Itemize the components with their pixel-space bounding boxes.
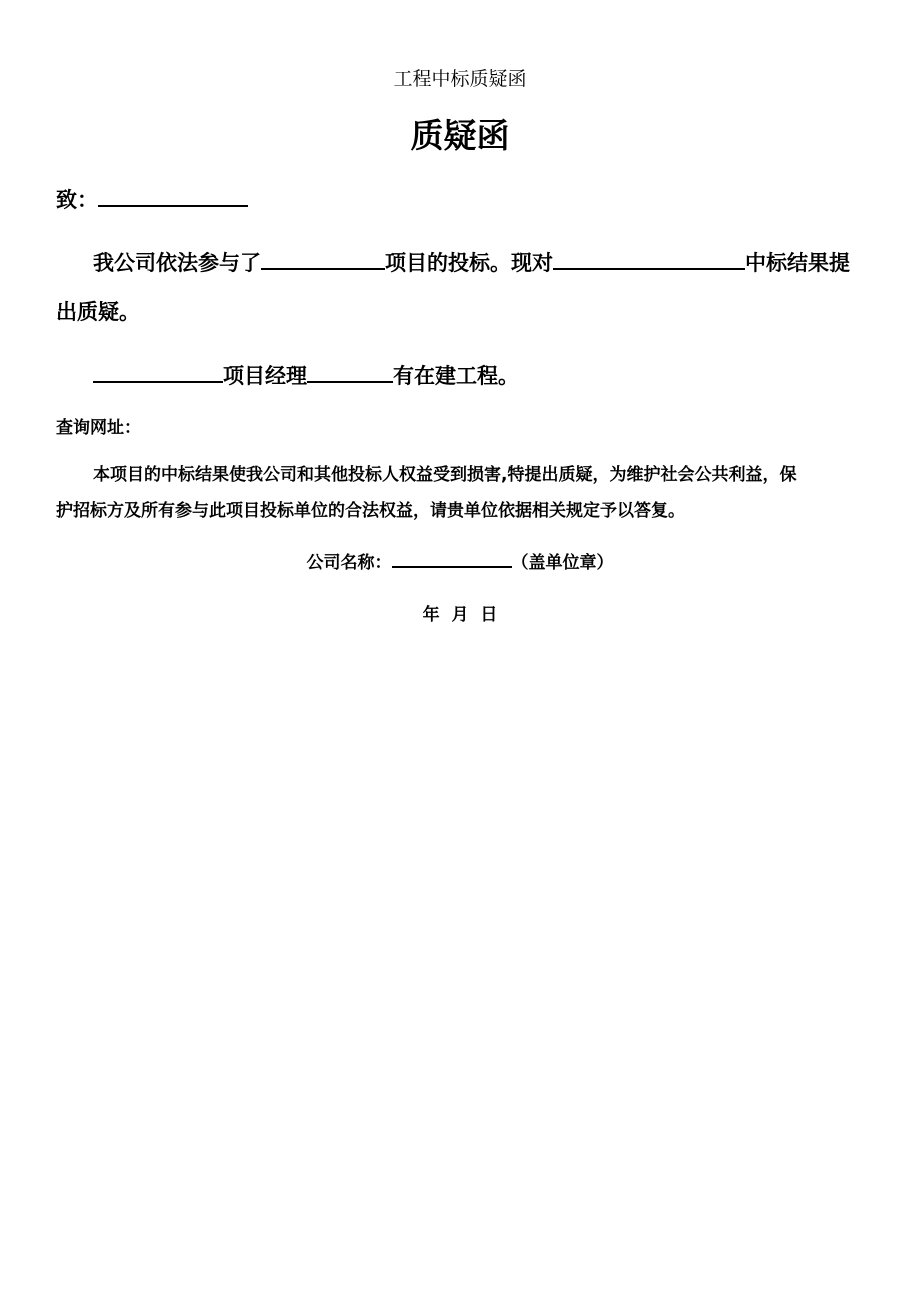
query-url-label: 查询网址： bbox=[56, 418, 141, 438]
recipient-blank[interactable] bbox=[98, 204, 248, 207]
paragraph1-part2: 项目的投标。现对 bbox=[385, 251, 553, 275]
company-name-label: 公司名称： bbox=[306, 553, 392, 573]
query-url-line bbox=[56, 416, 141, 440]
paragraph2-part2: 有在建工程。 bbox=[393, 364, 519, 388]
recipient-label: 致： bbox=[56, 188, 98, 212]
recipient-line bbox=[56, 186, 248, 214]
company-blank[interactable] bbox=[93, 380, 223, 383]
body-line2: 护招标方及所有参与此项目投标单位的合法权益，请贵单位依据相关规定予以答复。 bbox=[56, 501, 685, 521]
paragraph1-part4: 出质疑。 bbox=[56, 300, 140, 324]
paragraph1-part1: 我公司依法参与了 bbox=[93, 251, 261, 275]
project-name-blank[interactable] bbox=[261, 267, 385, 270]
paragraph1-line1 bbox=[93, 249, 850, 277]
manager-name-blank[interactable] bbox=[307, 380, 393, 383]
company-name-blank[interactable] bbox=[392, 565, 512, 568]
paragraph1-line2 bbox=[56, 298, 140, 326]
company-seal-label: （盖单位章） bbox=[511, 553, 614, 573]
body-line1: 本项目的中标结果使我公司和其他投标人权益受到损害,特提出质疑，为维护社会公共利益，保 bbox=[93, 465, 797, 485]
document-header: 工程中标质疑函 bbox=[393, 68, 527, 90]
tender-result-blank[interactable] bbox=[553, 267, 745, 270]
document-title: 质疑函 bbox=[410, 116, 510, 155]
company-signature-line bbox=[0, 551, 920, 575]
paragraph1-part3: 中标结果提 bbox=[745, 251, 850, 275]
date-line: 年 月 日 bbox=[422, 605, 498, 625]
paragraph2 bbox=[93, 362, 519, 390]
paragraph2-part1: 项目经理 bbox=[223, 364, 307, 388]
